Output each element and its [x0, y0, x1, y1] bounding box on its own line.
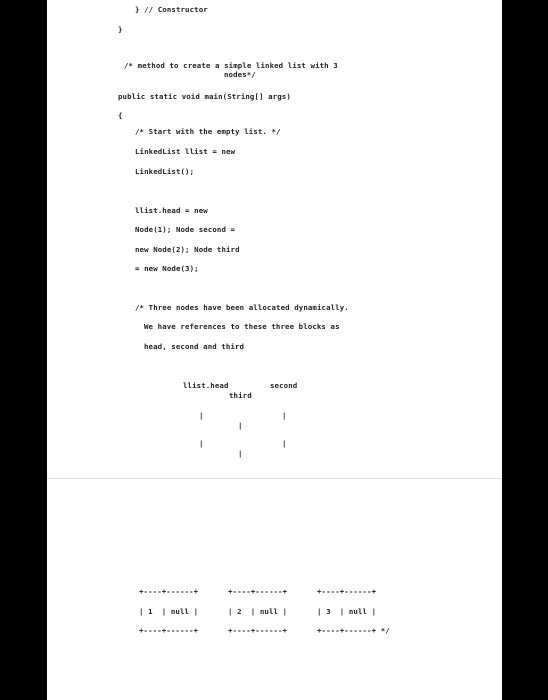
diagram-label-third: third	[229, 391, 252, 400]
method-comment-line-1: /* method to create a simple linked list with 3	[124, 61, 338, 70]
diagram-label-head: llist.head	[183, 381, 229, 390]
class-close-brace: }	[118, 25, 123, 34]
main-open-brace: {	[118, 111, 123, 120]
node1-box-values: | 1 | null |	[139, 607, 199, 616]
code-line-node1-second: Node(1); Node second =	[135, 225, 236, 234]
node2-box-top: +----+------+	[228, 587, 288, 596]
code-line-node2-third: new Node(2); Node third	[135, 245, 240, 254]
node3-box-values: | 3 | null |	[317, 607, 377, 616]
allocated-comment-line-3: head, second and third	[144, 342, 245, 351]
code-line-head-new: llist.head = new	[135, 206, 208, 215]
diagram-pointer-head-2: |	[199, 439, 204, 448]
node1-box-bottom: +----+------+	[139, 626, 199, 635]
page-divider	[47, 478, 502, 479]
allocated-comment-line-1: /* Three nodes have been allocated dynamically.	[135, 303, 349, 312]
node1-box-top: +----+------+	[139, 587, 199, 596]
constructor-close-line: } // Constructor	[135, 5, 208, 14]
node3-box-top: +----+------+	[317, 587, 377, 596]
diagram-pointer-third-2: |	[238, 449, 243, 458]
node3-box-bottom-comment-end: +----+------+ */	[317, 626, 390, 635]
method-comment-line-2: nodes*/	[224, 70, 256, 79]
diagram-pointer-third-1: |	[238, 421, 243, 430]
document-page	[47, 0, 502, 700]
diagram-label-second: second	[270, 381, 298, 390]
code-line-linkedlist-ctor: LinkedList();	[135, 167, 195, 176]
allocated-comment-line-2: We have references to these three blocks as	[144, 322, 340, 331]
main-signature: public static void main(String[] args)	[118, 92, 291, 101]
code-line-node3: = new Node(3);	[135, 264, 199, 273]
code-line-llist-new: LinkedList llist = new	[135, 147, 236, 156]
node2-box-values: | 2 | null |	[228, 607, 288, 616]
diagram-pointer-second-2: |	[282, 439, 287, 448]
diagram-pointer-second-1: |	[282, 411, 287, 420]
empty-list-comment: /* Start with the empty list. */	[135, 127, 281, 136]
node2-box-bottom: +----+------+	[228, 626, 288, 635]
diagram-pointer-head-1: |	[199, 411, 204, 420]
